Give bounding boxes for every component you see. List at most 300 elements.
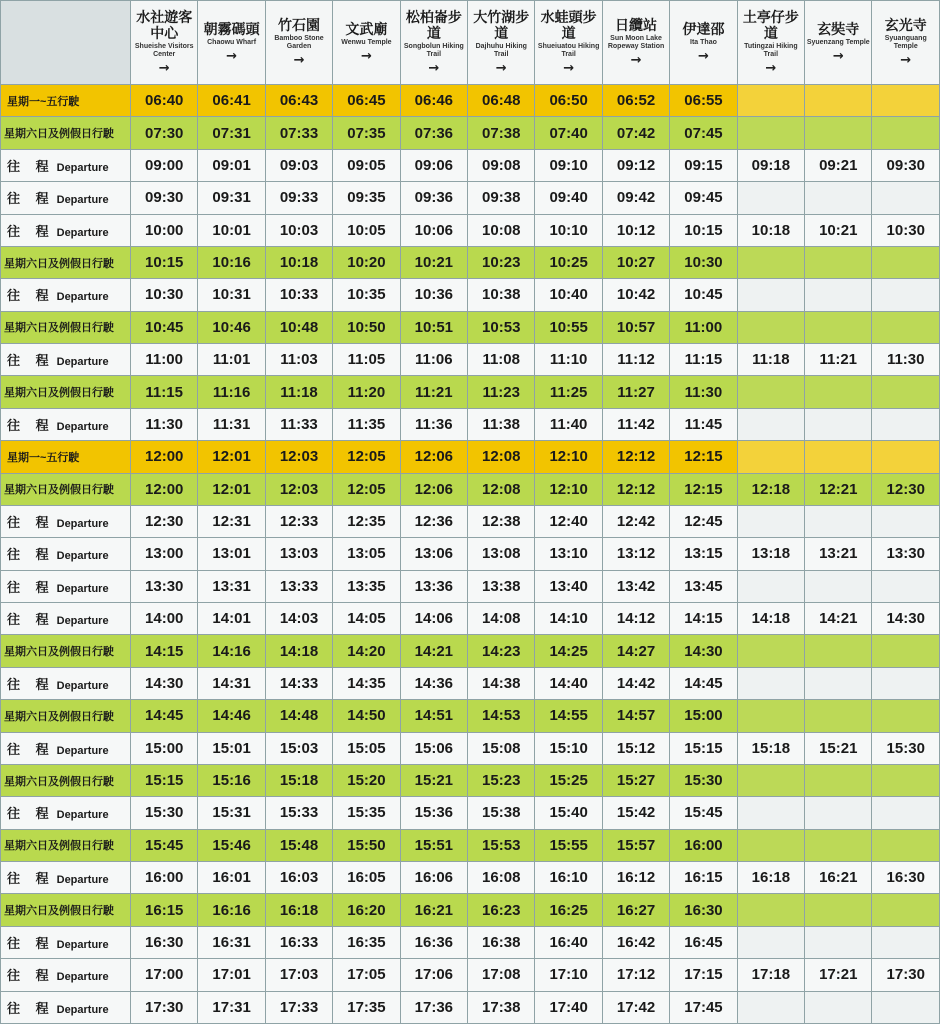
stop-name-zh: 水社遊客中心: [136, 10, 193, 42]
time-cell: [737, 246, 804, 278]
time-cell: 09:21: [805, 149, 872, 181]
time-cell: 14:53: [468, 700, 535, 732]
time-cell: [872, 764, 940, 796]
time-cell: 14:42: [602, 667, 669, 699]
time-cell: 12:12: [602, 441, 669, 473]
departure-label-zh: 往 程: [7, 579, 55, 595]
schedule-row: [1, 538, 940, 570]
time-cell: 14:20: [333, 635, 400, 667]
time-cell: 12:30: [872, 473, 940, 505]
time-cell: 11:30: [131, 408, 198, 440]
time-cell: [737, 408, 804, 440]
time-cell: 07:36: [400, 117, 467, 149]
arrow-right-icon: →: [293, 53, 305, 68]
time-cell: 11:40: [535, 408, 602, 440]
time-cell: 16:12: [602, 862, 669, 894]
time-cell: 10:10: [535, 214, 602, 246]
time-cell: [872, 279, 940, 311]
time-cell: [872, 829, 940, 861]
time-cell: [805, 764, 872, 796]
timetable-body: [1, 85, 940, 1024]
time-cell: 10:45: [670, 279, 737, 311]
time-cell: 11:16: [198, 376, 265, 408]
time-cell: 06:48: [468, 85, 535, 117]
time-cell: 09:01: [198, 149, 265, 181]
time-cell: 11:03: [265, 344, 332, 376]
row-label: [1, 149, 131, 181]
time-cell: 10:33: [265, 279, 332, 311]
row-label: [1, 473, 131, 505]
schedule-row: [1, 441, 940, 473]
stop-name-en: Dajhuhu Hiking Trail: [475, 43, 527, 58]
time-cell: [872, 700, 940, 732]
time-cell: 09:38: [468, 182, 535, 214]
time-cell: 15:18: [265, 764, 332, 796]
stop-header: [670, 1, 737, 85]
time-cell: 10:57: [602, 311, 669, 343]
time-cell: 11:21: [805, 344, 872, 376]
time-cell: 17:21: [805, 959, 872, 991]
stop-name-en: Bamboo Stone Garden: [274, 35, 324, 50]
time-cell: 16:23: [468, 894, 535, 926]
time-cell: 11:23: [468, 376, 535, 408]
schedule-row: [1, 408, 940, 440]
time-cell: 17:30: [131, 991, 198, 1024]
row-label: [1, 505, 131, 537]
stop-header: [737, 1, 804, 85]
arrow-right-icon: →: [428, 61, 440, 76]
time-cell: 15:00: [131, 732, 198, 764]
time-cell: 17:00: [131, 959, 198, 991]
time-cell: 15:36: [400, 797, 467, 829]
time-cell: [805, 926, 872, 958]
time-cell: 11:05: [333, 344, 400, 376]
time-cell: 15:00: [670, 700, 737, 732]
time-cell: 11:30: [670, 376, 737, 408]
time-cell: [872, 894, 940, 926]
departure-label-en: Departure: [56, 938, 109, 951]
time-cell: 07:40: [535, 117, 602, 149]
time-cell: 14:50: [333, 700, 400, 732]
time-cell: 12:08: [468, 473, 535, 505]
stop-header-row: [1, 1, 940, 85]
time-cell: 09:00: [131, 149, 198, 181]
time-cell: 15:06: [400, 732, 467, 764]
row-label: [1, 85, 131, 117]
time-cell: 07:42: [602, 117, 669, 149]
departure-label-en: Departure: [56, 971, 109, 984]
time-cell: [737, 570, 804, 602]
row-label: [1, 926, 131, 958]
header-corner: [1, 1, 131, 85]
stop-name-en: Chaowu Wharf: [207, 39, 257, 46]
time-cell: 14:40: [535, 667, 602, 699]
row-label: [1, 667, 131, 699]
time-cell: 13:30: [131, 570, 198, 602]
time-cell: 13:33: [265, 570, 332, 602]
time-cell: 09:05: [333, 149, 400, 181]
row-label: [1, 959, 131, 991]
time-cell: 16:15: [131, 894, 198, 926]
stop-header: [333, 1, 400, 85]
time-cell: [737, 117, 804, 149]
time-cell: 10:30: [872, 214, 940, 246]
departure-label-en: Departure: [56, 679, 109, 692]
departure-label-zh: 往 程: [7, 968, 55, 984]
time-cell: 14:27: [602, 635, 669, 667]
departure-label-zh: 往 程: [7, 353, 55, 369]
stop-header: [468, 1, 535, 85]
time-cell: 12:06: [400, 473, 467, 505]
time-cell: 11:45: [670, 408, 737, 440]
time-cell: 15:08: [468, 732, 535, 764]
weekday-label: 星期一~五行駛: [7, 95, 80, 108]
time-cell: 13:38: [468, 570, 535, 602]
time-cell: 10:12: [602, 214, 669, 246]
time-cell: 09:08: [468, 149, 535, 181]
time-cell: 12:35: [333, 505, 400, 537]
time-cell: 09:31: [198, 182, 265, 214]
time-cell: 14:05: [333, 603, 400, 635]
time-cell: [737, 85, 804, 117]
row-label: [1, 764, 131, 796]
time-cell: 16:35: [333, 926, 400, 958]
time-cell: 10:01: [198, 214, 265, 246]
time-cell: [805, 570, 872, 602]
row-label: [1, 441, 131, 473]
arrow-right-icon: →: [698, 49, 709, 64]
time-cell: 17:45: [670, 991, 737, 1024]
time-cell: 10:21: [400, 246, 467, 278]
time-cell: 14:45: [131, 700, 198, 732]
time-cell: 15:45: [670, 797, 737, 829]
departure-label-en: Departure: [56, 518, 109, 531]
arrow-right-icon: →: [630, 53, 642, 68]
time-cell: 10:53: [468, 311, 535, 343]
schedule-row: [1, 473, 940, 505]
time-cell: [737, 926, 804, 958]
time-cell: 11:33: [265, 408, 332, 440]
time-cell: 14:21: [805, 603, 872, 635]
time-cell: 14:12: [602, 603, 669, 635]
time-cell: [737, 279, 804, 311]
time-cell: 12:05: [333, 441, 400, 473]
time-cell: 15:20: [333, 764, 400, 796]
departure-label-en: Departure: [56, 874, 109, 887]
stop-name-en: Songbolun Hiking Trail: [403, 43, 464, 58]
time-cell: 10:27: [602, 246, 669, 278]
stop-header: [400, 1, 467, 85]
time-cell: 09:33: [265, 182, 332, 214]
schedule-row: [1, 700, 940, 732]
time-cell: 10:36: [400, 279, 467, 311]
departure-label-en: Departure: [56, 161, 109, 174]
time-cell: 11:30: [872, 344, 940, 376]
departure-label-zh: 往 程: [7, 871, 55, 887]
time-cell: 15:15: [131, 764, 198, 796]
time-cell: 12:45: [670, 505, 737, 537]
row-label: [1, 991, 131, 1024]
time-cell: 10:55: [535, 311, 602, 343]
time-cell: 16:25: [535, 894, 602, 926]
time-cell: 16:42: [602, 926, 669, 958]
time-cell: 14:30: [670, 635, 737, 667]
time-cell: 15:30: [131, 797, 198, 829]
time-cell: 10:05: [333, 214, 400, 246]
time-cell: 12:08: [468, 441, 535, 473]
arrow-right-icon: →: [158, 61, 170, 76]
time-cell: 12:38: [468, 505, 535, 537]
time-cell: 07:35: [333, 117, 400, 149]
time-cell: 15:35: [333, 797, 400, 829]
time-cell: 09:42: [602, 182, 669, 214]
time-cell: [805, 700, 872, 732]
departure-label-en: Departure: [56, 615, 109, 628]
schedule-row: [1, 279, 940, 311]
time-cell: [805, 635, 872, 667]
departure-label-zh: 往 程: [7, 288, 55, 304]
time-cell: 12:15: [670, 441, 737, 473]
time-cell: 13:01: [198, 538, 265, 570]
time-cell: [737, 441, 804, 473]
time-cell: 12:03: [265, 473, 332, 505]
time-cell: 13:03: [265, 538, 332, 570]
departure-label-en: Departure: [56, 582, 109, 595]
time-cell: 11:00: [670, 311, 737, 343]
time-cell: 15:31: [198, 797, 265, 829]
time-cell: 12:15: [670, 473, 737, 505]
holiday-label: 星期六日及例假日行駛: [4, 484, 114, 497]
time-cell: 11:06: [400, 344, 467, 376]
departure-label-zh: 往 程: [7, 741, 55, 757]
time-cell: 16:33: [265, 926, 332, 958]
time-cell: 13:21: [805, 538, 872, 570]
time-cell: 16:05: [333, 862, 400, 894]
time-cell: [872, 635, 940, 667]
time-cell: 15:33: [265, 797, 332, 829]
time-cell: 07:30: [131, 117, 198, 149]
departure-label-en: Departure: [56, 550, 109, 563]
time-cell: 09:30: [872, 149, 940, 181]
time-cell: 14:06: [400, 603, 467, 635]
arrow-right-icon: →: [563, 61, 575, 76]
time-cell: 15:15: [670, 732, 737, 764]
time-cell: 07:31: [198, 117, 265, 149]
time-cell: 10:16: [198, 246, 265, 278]
departure-label-zh: 往 程: [7, 515, 55, 531]
time-cell: [872, 408, 940, 440]
time-cell: [872, 441, 940, 473]
row-label: [1, 603, 131, 635]
time-cell: 15:23: [468, 764, 535, 796]
time-cell: 12:03: [265, 441, 332, 473]
time-cell: 09:06: [400, 149, 467, 181]
departure-label-zh: 往 程: [7, 806, 55, 822]
time-cell: 12:01: [198, 441, 265, 473]
time-cell: 07:33: [265, 117, 332, 149]
time-cell: 10:35: [333, 279, 400, 311]
time-cell: 11:01: [198, 344, 265, 376]
time-cell: 15:51: [400, 829, 467, 861]
stop-name-en: Shueiuatou Hiking Trail: [537, 43, 600, 58]
arrow-right-icon: →: [900, 53, 912, 68]
departure-label-zh: 往 程: [7, 676, 55, 692]
time-cell: 06:52: [602, 85, 669, 117]
time-cell: 15:48: [265, 829, 332, 861]
time-cell: [805, 441, 872, 473]
time-cell: 14:30: [872, 603, 940, 635]
time-cell: [737, 311, 804, 343]
time-cell: 12:10: [535, 473, 602, 505]
time-cell: 09:18: [737, 149, 804, 181]
time-cell: 13:10: [535, 538, 602, 570]
row-label: [1, 570, 131, 602]
stop-header: [805, 1, 872, 85]
time-cell: [737, 829, 804, 861]
time-cell: 14:51: [400, 700, 467, 732]
time-cell: 10:08: [468, 214, 535, 246]
time-cell: [737, 182, 804, 214]
stop-name-en: Wenwu Temple: [341, 39, 392, 46]
schedule-row: [1, 311, 940, 343]
time-cell: 14:08: [468, 603, 535, 635]
stop-header: [265, 1, 332, 85]
time-cell: 10:00: [131, 214, 198, 246]
time-cell: [872, 117, 940, 149]
departure-label-zh: 往 程: [7, 1000, 55, 1016]
time-cell: 09:45: [670, 182, 737, 214]
time-cell: 15:42: [602, 797, 669, 829]
schedule-row: [1, 85, 940, 117]
schedule-row: [1, 149, 940, 181]
time-cell: 13:08: [468, 538, 535, 570]
schedule-row: [1, 829, 940, 861]
schedule-row: [1, 894, 940, 926]
time-cell: 16:20: [333, 894, 400, 926]
time-cell: 09:03: [265, 149, 332, 181]
time-cell: 14:30: [131, 667, 198, 699]
time-cell: 12:12: [602, 473, 669, 505]
time-cell: [872, 376, 940, 408]
time-cell: 14:23: [468, 635, 535, 667]
time-cell: 14:57: [602, 700, 669, 732]
time-cell: 10:42: [602, 279, 669, 311]
time-cell: 15:01: [198, 732, 265, 764]
departure-label-en: Departure: [56, 809, 109, 822]
time-cell: 15:05: [333, 732, 400, 764]
time-cell: 12:00: [131, 441, 198, 473]
time-cell: 16:03: [265, 862, 332, 894]
schedule-row: [1, 117, 940, 149]
time-cell: 14:46: [198, 700, 265, 732]
time-cell: 17:06: [400, 959, 467, 991]
time-cell: 15:16: [198, 764, 265, 796]
time-cell: 17:10: [535, 959, 602, 991]
time-cell: 06:50: [535, 85, 602, 117]
row-label: [1, 797, 131, 829]
time-cell: 15:30: [670, 764, 737, 796]
time-cell: 10:21: [805, 214, 872, 246]
time-cell: 10:51: [400, 311, 467, 343]
time-cell: 17:05: [333, 959, 400, 991]
time-cell: 09:12: [602, 149, 669, 181]
departure-label-zh: 往 程: [7, 935, 55, 951]
stop-name-zh: 文武廟: [345, 22, 388, 38]
departure-label-en: Departure: [56, 744, 109, 757]
row-label: [1, 700, 131, 732]
time-cell: 17:30: [872, 959, 940, 991]
stop-header: [131, 1, 198, 85]
time-cell: [737, 700, 804, 732]
time-cell: 10:06: [400, 214, 467, 246]
time-cell: [805, 376, 872, 408]
time-cell: 12:18: [737, 473, 804, 505]
row-label: [1, 279, 131, 311]
holiday-label: 星期六日及例假日行駛: [4, 322, 114, 335]
time-cell: 12:06: [400, 441, 467, 473]
time-cell: 17:35: [333, 991, 400, 1024]
schedule-row: [1, 862, 940, 894]
time-cell: 10:15: [670, 214, 737, 246]
time-cell: 11:00: [131, 344, 198, 376]
time-cell: 10:18: [265, 246, 332, 278]
time-cell: 16:31: [198, 926, 265, 958]
time-cell: 16:18: [265, 894, 332, 926]
time-cell: 16:36: [400, 926, 467, 958]
row-label: [1, 829, 131, 861]
time-cell: [805, 797, 872, 829]
holiday-label: 星期六日及例假日行駛: [4, 387, 114, 400]
time-cell: 09:10: [535, 149, 602, 181]
time-cell: 12:21: [805, 473, 872, 505]
time-cell: 14:55: [535, 700, 602, 732]
row-label: [1, 182, 131, 214]
time-cell: 11:27: [602, 376, 669, 408]
stop-name-zh: 玄奘寺: [817, 22, 860, 38]
time-cell: 06:43: [265, 85, 332, 117]
time-cell: 14:38: [468, 667, 535, 699]
time-cell: 06:55: [670, 85, 737, 117]
time-cell: 06:45: [333, 85, 400, 117]
time-cell: [737, 894, 804, 926]
time-cell: [872, 85, 940, 117]
time-cell: 15:21: [805, 732, 872, 764]
time-cell: 17:38: [468, 991, 535, 1024]
stop-name-zh: 水蛙頭步道: [540, 10, 597, 42]
time-cell: 13:05: [333, 538, 400, 570]
time-cell: [872, 926, 940, 958]
time-cell: 09:35: [333, 182, 400, 214]
stop-name-en: Sun Moon Lake Ropeway Station: [607, 35, 665, 50]
time-cell: 06:41: [198, 85, 265, 117]
time-cell: 11:15: [670, 344, 737, 376]
stop-name-zh: 日纜站: [615, 18, 658, 34]
departure-label-zh: 往 程: [7, 417, 55, 433]
time-cell: 15:12: [602, 732, 669, 764]
time-cell: 15:46: [198, 829, 265, 861]
row-label: [1, 635, 131, 667]
holiday-label: 星期六日及例假日行駛: [4, 257, 114, 270]
time-cell: 17:01: [198, 959, 265, 991]
time-cell: [805, 311, 872, 343]
schedule-row: [1, 570, 940, 602]
time-cell: [872, 991, 940, 1024]
arrow-right-icon: →: [765, 61, 777, 76]
stop-name-zh: 松柏崙步道: [405, 10, 462, 42]
time-cell: [805, 279, 872, 311]
departure-label-zh: 往 程: [7, 223, 55, 239]
schedule-row: [1, 635, 940, 667]
